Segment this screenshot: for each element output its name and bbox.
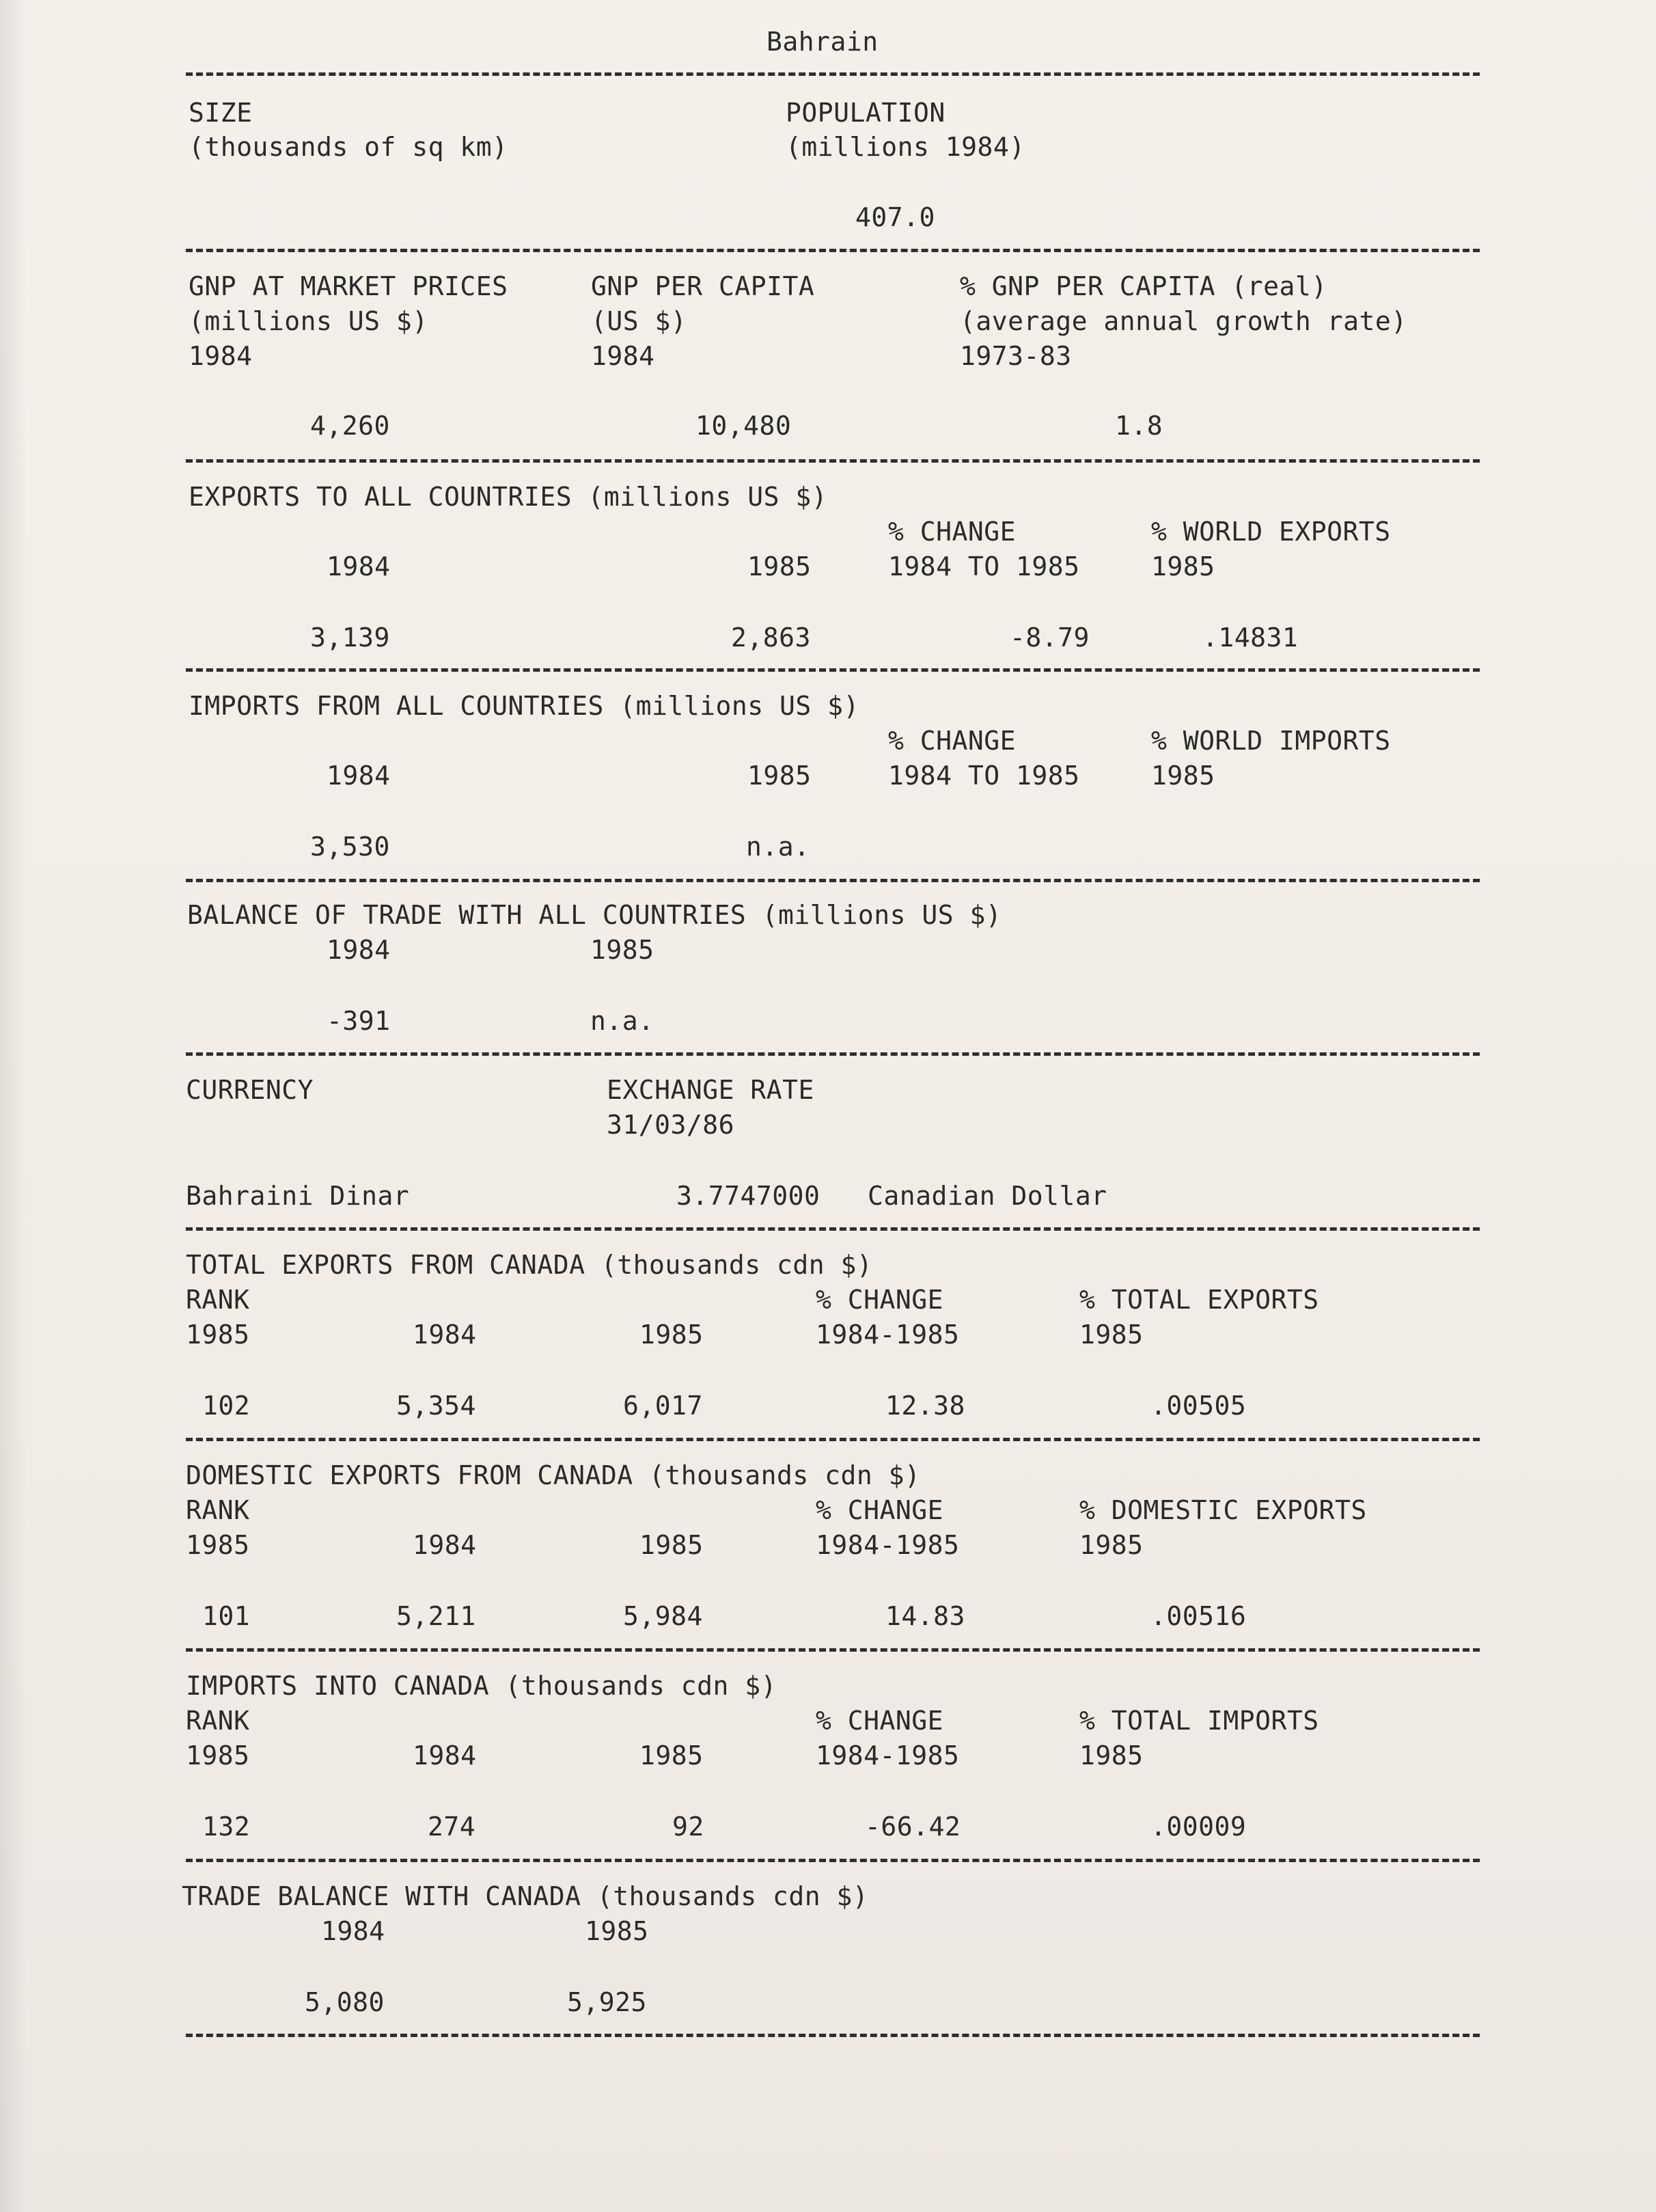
exports-all-v1985: 2,863 (731, 623, 811, 653)
divider (186, 1438, 1480, 1441)
imports-canada-year1: 1984 (413, 1740, 477, 1771)
imports-canada-v1985: 92 (672, 1812, 704, 1842)
imports-canada-change: -66.42 (865, 1812, 961, 1842)
imports-all-v1985: n.a. (746, 832, 810, 862)
divider (186, 668, 1480, 672)
imports-canada-share: .00009 (1150, 1812, 1247, 1842)
exports-all-share: .14831 (1202, 623, 1299, 653)
imports-canada-title: IMPORTS INTO CANADA (thousands cdn $) (186, 1671, 777, 1701)
domestic-exports-share-label: % DOMESTIC EXPORTS (1079, 1495, 1367, 1525)
population-value: 407.0 (855, 202, 935, 232)
imports-all-change-label: % CHANGE (888, 726, 1017, 756)
imports-all-share-label: % WORLD IMPORTS (1151, 726, 1391, 756)
domestic-exports-rank-label: RANK (186, 1495, 250, 1525)
gnp-growth-value: 1.8 (1115, 411, 1163, 441)
balance-all-year1: 1984 (327, 935, 391, 965)
imports-all-title: IMPORTS FROM ALL COUNTRIES (millions US $) (189, 691, 859, 721)
imports-canada-year2: 1985 (639, 1740, 704, 1771)
total-exports-v1985: 6,017 (623, 1391, 703, 1421)
size-label: SIZE (189, 98, 253, 128)
divider (186, 249, 1480, 252)
divider (186, 2034, 1480, 2037)
page-edge-shadow (0, 0, 27, 2212)
total-exports-year2: 1985 (639, 1320, 704, 1350)
exports-all-v1984: 3,139 (310, 623, 390, 653)
exports-all-share-label: % WORLD EXPORTS (1151, 517, 1391, 547)
total-exports-title: TOTAL EXPORTS FROM CANADA (thousands cdn $) (186, 1250, 873, 1280)
imports-canada-rank-year: 1985 (186, 1740, 250, 1771)
imports-canada-rank-label: RANK (186, 1706, 250, 1736)
population-unit: (millions 1984) (786, 132, 1025, 162)
total-exports-change: 12.38 (885, 1391, 965, 1421)
domestic-exports-title: DOMESTIC EXPORTS FROM CANADA (thousands cdn $) (186, 1460, 921, 1490)
balance-canada-v1984: 5,080 (305, 1987, 385, 2017)
imports-canada-v1984: 274 (428, 1812, 476, 1842)
domestic-exports-rank: 101 (202, 1601, 251, 1631)
size-unit: (thousands of sq km) (189, 132, 508, 162)
balance-canada-year1: 1984 (321, 1916, 385, 1946)
total-exports-v1984: 5,354 (396, 1391, 476, 1421)
imports-canada-change-years: 1984-1985 (816, 1740, 960, 1771)
exports-all-title: EXPORTS TO ALL COUNTRIES (millions US $) (189, 482, 828, 512)
balance-canada-year2: 1985 (585, 1916, 649, 1946)
domestic-exports-change-years: 1984-1985 (816, 1530, 960, 1560)
imports-all-year2: 1985 (747, 761, 812, 791)
population-label: POPULATION (786, 98, 946, 128)
divider (186, 459, 1480, 463)
currency-name: Bahraini Dinar (186, 1181, 410, 1211)
gnp-percap-value: 10,480 (695, 411, 792, 441)
imports-all-v1984: 3,530 (310, 832, 390, 862)
balance-all-v1985: n.a. (590, 1006, 654, 1036)
domestic-exports-change: 14.83 (885, 1601, 965, 1631)
gnp-market-value: 4,260 (310, 411, 390, 441)
imports-canada-share-label: % TOTAL IMPORTS (1079, 1706, 1319, 1736)
gnp-percap-year: 1984 (591, 341, 655, 371)
total-exports-year1: 1984 (413, 1320, 477, 1350)
exports-all-share-year: 1985 (1151, 551, 1215, 582)
total-exports-share-year: 1985 (1079, 1320, 1144, 1350)
domestic-exports-share-year: 1985 (1079, 1530, 1144, 1560)
total-exports-change-label: % CHANGE (816, 1285, 944, 1315)
domestic-exports-share: .00516 (1150, 1601, 1247, 1631)
domestic-exports-v1985: 5,984 (623, 1601, 703, 1631)
exports-all-change-label: % CHANGE (888, 517, 1017, 547)
gnp-percap-label: GNP PER CAPITA (591, 271, 815, 301)
domestic-exports-year1: 1984 (413, 1530, 477, 1560)
total-exports-change-years: 1984-1985 (816, 1320, 960, 1350)
imports-all-share-year: 1985 (1151, 761, 1215, 791)
domestic-exports-change-label: % CHANGE (816, 1495, 944, 1525)
exports-all-change: -8.79 (1010, 623, 1090, 653)
country-title: Bahrain (767, 27, 879, 57)
balance-all-year2: 1985 (590, 935, 654, 965)
exports-all-change-years: 1984 TO 1985 (888, 551, 1080, 582)
gnp-market-label: GNP AT MARKET PRICES (189, 271, 508, 301)
divider (186, 72, 1480, 76)
divider (186, 1648, 1480, 1652)
imports-canada-change-label: % CHANGE (816, 1706, 944, 1736)
total-exports-rank-year: 1985 (186, 1320, 250, 1350)
exchange-rate-value: 3.7747000 (676, 1181, 820, 1211)
exchange-rate-currency: Canadian Dollar (868, 1181, 1107, 1211)
gnp-percap-unit: (US $) (591, 306, 687, 336)
divider (186, 1227, 1480, 1231)
exchange-rate-date: 31/03/86 (607, 1110, 735, 1140)
exports-all-year1: 1984 (327, 551, 391, 582)
total-exports-share: .00505 (1150, 1391, 1247, 1421)
imports-canada-share-year: 1985 (1079, 1740, 1144, 1771)
divider (186, 1052, 1480, 1056)
gnp-growth-unit: (average annual growth rate) (960, 306, 1407, 336)
imports-canada-rank: 132 (202, 1812, 251, 1842)
imports-all-year1: 1984 (327, 761, 391, 791)
balance-canada-title: TRADE BALANCE WITH CANADA (thousands cdn $) (182, 1881, 869, 1911)
domestic-exports-year2: 1985 (639, 1530, 704, 1560)
exports-all-year2: 1985 (747, 551, 812, 582)
total-exports-rank-label: RANK (186, 1285, 250, 1315)
domestic-exports-rank-year: 1985 (186, 1530, 250, 1560)
divider (186, 1859, 1480, 1862)
gnp-market-year: 1984 (189, 341, 253, 371)
currency-label: CURRENCY (186, 1075, 314, 1105)
gnp-growth-year: 1973-83 (960, 341, 1072, 371)
domestic-exports-v1984: 5,211 (396, 1601, 476, 1631)
imports-all-change-years: 1984 TO 1985 (888, 761, 1080, 791)
exchange-rate-label: EXCHANGE RATE (607, 1075, 814, 1105)
balance-all-v1984: -391 (327, 1006, 391, 1036)
total-exports-share-label: % TOTAL EXPORTS (1079, 1285, 1319, 1315)
gnp-market-unit: (millions US $) (189, 306, 428, 336)
total-exports-rank: 102 (202, 1391, 251, 1421)
gnp-growth-label: % GNP PER CAPITA (real) (960, 271, 1327, 301)
divider (186, 879, 1480, 882)
balance-all-title: BALANCE OF TRADE WITH ALL COUNTRIES (millions US $) (187, 900, 1002, 930)
balance-canada-v1985: 5,925 (567, 1987, 647, 2017)
